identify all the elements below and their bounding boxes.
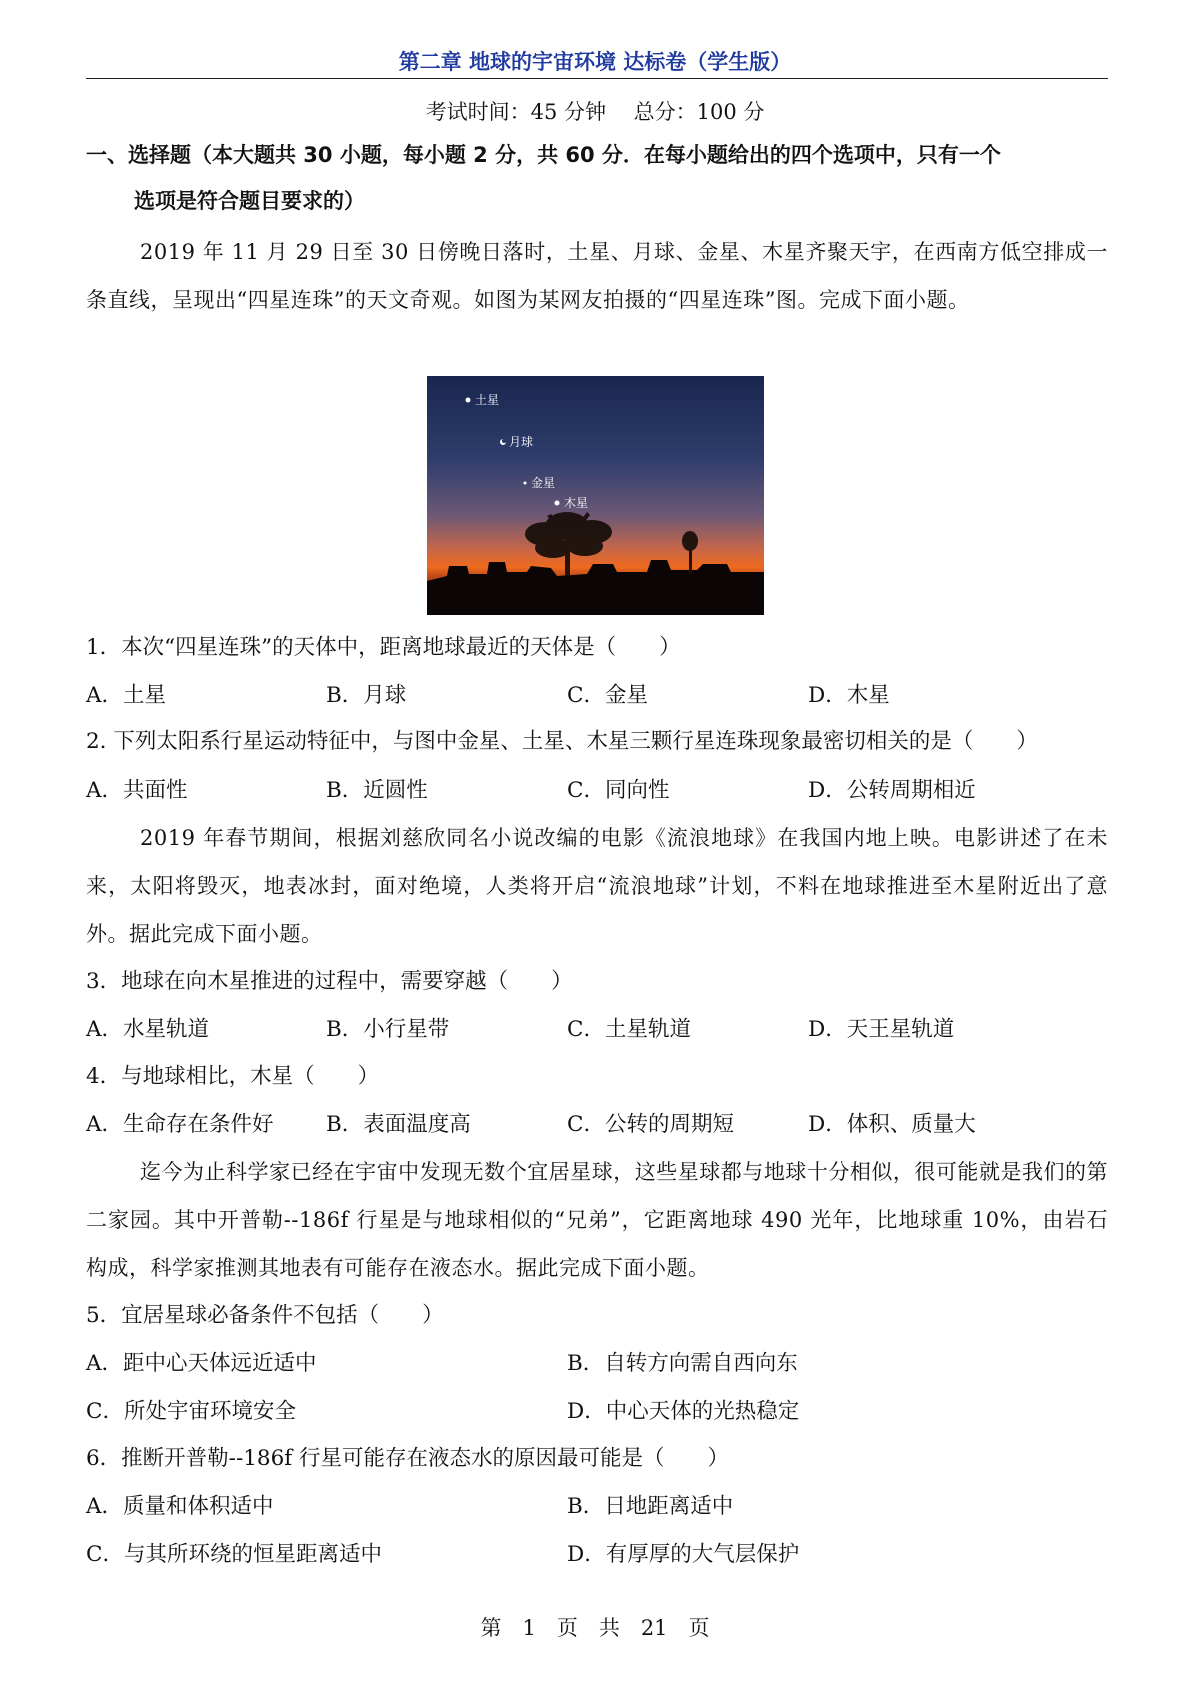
four-planets-photo: [427, 376, 764, 615]
question-3-option-a[interactable]: A．水星轨道: [86, 1017, 210, 1042]
moon-label: 月球: [509, 435, 534, 449]
saturn-label: 土星: [475, 393, 500, 407]
question-2-option-d[interactable]: D．公转周期相近: [808, 778, 976, 803]
question-4-stem: 4．与地球相比，木星（ ）: [86, 1064, 380, 1089]
header-divider: [86, 78, 1108, 79]
question-2-option-b[interactable]: B．近圆性: [326, 778, 428, 803]
passage-3: 迄今为止科学家已经在宇宙中发现无数个宜居星球，这些星球都与地球十分相似，很可能就是我们的第二家园。其中开普勒--186f 行星是与地球相似的“兄弟”，它距离地球 490 光年，比地球重 10%，由岩石构成，科学家推测其地表有可能存在液态水。据此完成下面小题。: [86, 1160, 1108, 1280]
question-4-option-d[interactable]: D．体积、质量大: [808, 1112, 976, 1137]
question-1-stem: 1．本次“四星连珠”的天体中，距离地球最近的天体是（ ）: [86, 635, 681, 660]
question-2-option-a[interactable]: A．共面性: [86, 778, 188, 803]
exam-info: 考试时间：45 分钟 总分：100 分: [425, 100, 765, 124]
question-5-option-d[interactable]: D．中心天体的光热稳定: [567, 1399, 800, 1424]
question-5-option-a[interactable]: A．距中心天体远近适中: [86, 1351, 317, 1376]
section-heading-line1: 一、选择题（本大题共 30 小题，每小题 2 分，共 60 分．在每小题给出的四个选项中，只有一个: [86, 143, 1001, 167]
question-3-option-d[interactable]: D．天王星轨道: [808, 1017, 955, 1042]
question-6-option-b[interactable]: B．日地距离适中: [567, 1494, 734, 1519]
jupiter-label: 木星: [564, 496, 589, 510]
question-1-option-a[interactable]: A．土星: [86, 683, 167, 708]
question-5-option-b[interactable]: B．自转方向需自西向东: [567, 1351, 798, 1376]
question-1-option-b[interactable]: B．月球: [326, 683, 407, 708]
question-3-option-b[interactable]: B．小行星带: [326, 1017, 450, 1042]
question-2-stem: 2. 下列太阳系行星运动特征中，与图中金星、土星、木星三颗行星连珠现象最密切相关的是（ ）: [86, 729, 1038, 754]
question-6-option-c[interactable]: C．与其所环绕的恒星距离适中: [86, 1542, 382, 1567]
question-5-stem: 5．宜居星球必备条件不包括（ ）: [86, 1303, 444, 1328]
question-2-option-c[interactable]: C．同向性: [567, 778, 670, 803]
question-4-option-b[interactable]: B．表面温度高: [326, 1112, 471, 1137]
section-heading-line2: 选项是符合题目要求的）: [134, 189, 365, 213]
question-1-option-c[interactable]: C．金星: [567, 683, 648, 708]
passage-2: 2019 年春节期间，根据刘慈欣同名小说改编的电影《流浪地球》在我国内地上映。电影讲述了在未来，太阳将毁灭，地表冰封，面对绝境，人类将开启“流浪地球”计划，不料在地球推进至木星附近出了意外。据此完成下面小题。: [86, 826, 1108, 946]
venus-label: 金星: [531, 476, 556, 490]
question-6-option-a[interactable]: A．质量和体积适中: [86, 1494, 274, 1519]
passage-1: 2019 年 11 月 29 日至 30 日傍晚日落时，土星、月球、金星、木星齐聚天宇，在西南方低空排成一条直线，呈现出“四星连珠”的天文奇观。如图为某网友拍摄的“四星连珠”图。完成下面小题。: [86, 240, 1108, 312]
question-3-stem: 3．地球在向木星推进的过程中，需要穿越（ ）: [86, 969, 573, 994]
page-number-footer: 第 1 页 共 21 页: [480, 1616, 710, 1640]
document-title: 第二章 地球的宇宙环境 达标卷（学生版）: [398, 50, 792, 74]
question-4-option-a[interactable]: A．生命存在条件好: [86, 1112, 274, 1137]
question-4-option-c[interactable]: C．公转的周期短: [567, 1112, 734, 1137]
question-1-option-d[interactable]: D．木星: [808, 683, 890, 708]
section-heading: [86, 132, 1108, 224]
question-5-option-c[interactable]: C．所处宇宙环境安全: [86, 1399, 296, 1424]
question-6-stem: 6．推断开普勒--186f 行星可能存在液态水的原因最可能是（ ）: [86, 1446, 730, 1471]
question-6-option-d[interactable]: D．有厚厚的大气层保护: [567, 1542, 800, 1567]
question-3-option-c[interactable]: C．土星轨道: [567, 1017, 691, 1042]
